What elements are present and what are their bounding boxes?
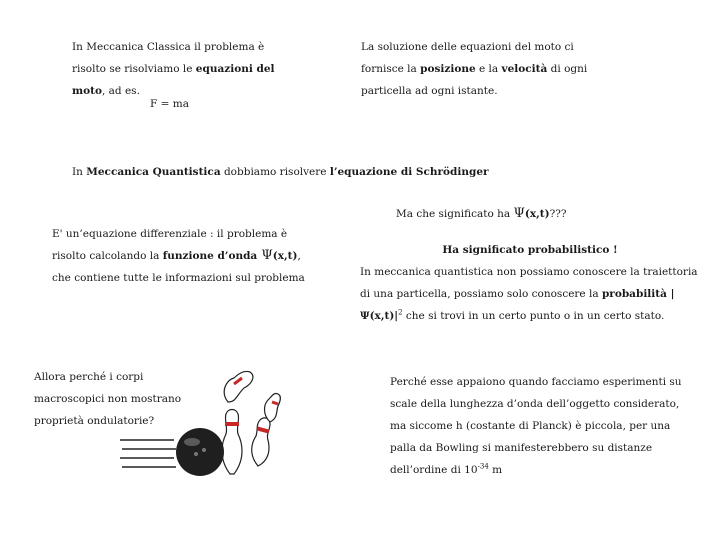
bowling-ball-icon — [176, 428, 224, 476]
schrodinger-equation-term: l’equazione di Schrödinger — [329, 166, 489, 178]
planck-explanation — [390, 371, 690, 481]
psi-args: (x,t) — [524, 208, 550, 220]
newton-equation: F = ma — [150, 98, 189, 110]
text-span: E' un’equazione differenziale : il problema è risolto calcolando la — [52, 228, 288, 262]
flying-pin-icon — [224, 371, 253, 402]
quantum-mechanics-term: Meccanica Quantistica — [86, 166, 221, 178]
text-span: ??? — [549, 208, 567, 220]
text-span: di ogni particella ad ogni istante. — [361, 63, 588, 97]
psi-symbol: Ψ — [257, 248, 273, 263]
probabilistic-meaning-text — [360, 239, 700, 327]
bowling-clipart — [112, 362, 292, 482]
text-span: Ma che significato ha — [396, 208, 514, 220]
macroscopic-question: Allora perché i corpi macroscopici non mostrano proprietà ondulatorie? — [34, 371, 182, 427]
psi-symbol: Ψ — [513, 206, 525, 221]
position-term: posizione — [420, 63, 476, 75]
text-span: , che contiene tutte le informazioni sul problema — [52, 250, 305, 284]
quantum-mechanics-text — [72, 161, 492, 183]
exponent: -34 — [477, 462, 489, 471]
bowling-pin-icon — [252, 418, 270, 466]
text-span: In Meccanica Classica il problema è risolto se risolviamo le — [72, 41, 265, 75]
text-span: In meccanica quantistica non possiamo conoscere la traiettoria di una particella, possiamo solo conoscere la — [360, 266, 698, 300]
text-span: La soluzione delle equazioni del moto ci fornisce la — [361, 41, 574, 75]
bowling-pin-icon — [265, 393, 281, 422]
text-span: e la — [475, 63, 502, 75]
text-span: dobbiamo risolvere — [220, 166, 330, 178]
text-span: che si trovi in un certo punto o in un certo stato. — [402, 310, 665, 322]
probability-term: probabilità — [601, 288, 667, 300]
probabilistic-heading: Ha significato probabilistico ! — [442, 244, 618, 256]
text-span: In — [72, 166, 87, 178]
meaning-question — [396, 203, 636, 225]
velocity-term: velocità — [501, 63, 548, 75]
exponent: 2 — [398, 308, 403, 317]
text-span: , ad es. — [101, 85, 140, 97]
text-span: m — [488, 464, 503, 476]
equations-of-motion-term: equazioni del moto — [72, 63, 275, 97]
text-span: Perché esse appaiono quando facciamo esperimenti su scale della lunghezza d’onda dell’oggetto considerato, ma siccome h (costante di Planck) è piccola, per una palla da Bowling si manifesterebbero su distanze dell’ordine di 10 — [390, 376, 682, 476]
speed-lines-icon — [120, 440, 176, 467]
psi-args: (x,t) — [272, 250, 298, 262]
differential-equation-text — [52, 223, 312, 289]
bowling-pin-icon — [222, 410, 242, 475]
solution-text — [361, 36, 591, 102]
psi-squared-term: |Ψ(x,t)| — [360, 288, 675, 322]
wave-function-term: funzione d’onda — [162, 250, 258, 262]
